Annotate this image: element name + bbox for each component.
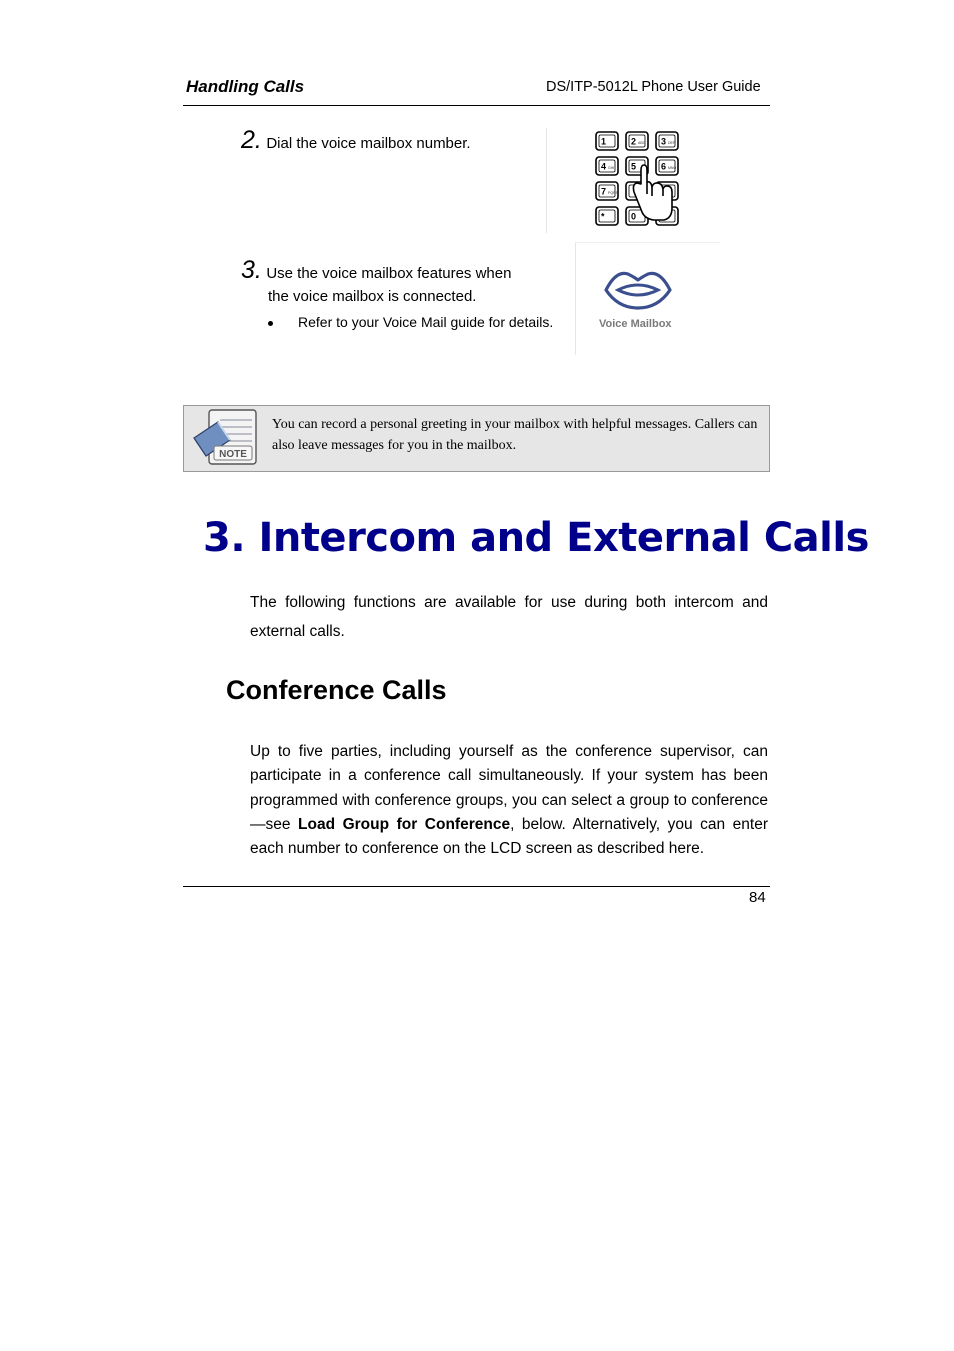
step-2-text: Dial the voice mailbox number.: [266, 135, 471, 152]
chapter-title: 3. Intercom and External Calls: [203, 515, 869, 561]
step-3-bullet: [268, 314, 553, 330]
step-2-divider: [546, 128, 547, 233]
step-3-number: 3.: [241, 256, 262, 284]
header-rule: [183, 105, 770, 106]
note-text: You can record a personal greeting in your mailbox with helpful messages. Callers can also leave messages for you in the mailbox.: [272, 417, 758, 453]
conference-paragraph-start: Up to five parties, including yourself as the conference supervisor, can participate in a conference call simultaneously. If your system has been programmed with conference groups, you can select a group to conference—see: [250, 743, 768, 833]
running-header-section: Handling Calls: [186, 77, 305, 96]
keypad-key: [596, 207, 618, 225]
keypad-key-digit: 4: [601, 161, 607, 172]
keypad-key-letters: DEF: [668, 141, 675, 145]
bullet-dot: [268, 321, 273, 326]
step-2-number: 2.: [241, 126, 262, 154]
step-3: [241, 258, 511, 286]
keypad-key: [596, 157, 618, 175]
keypad-key: [596, 182, 619, 200]
step-3-top-rule: [575, 242, 720, 243]
keypad-key-digit: 6: [661, 161, 667, 172]
keypad-key-digit: 3: [661, 136, 667, 147]
keypad-key-digit: 2: [631, 136, 637, 147]
keypad-key-letters: PQRS: [608, 191, 618, 195]
cross-reference-load-group: Load Group for Conference: [298, 815, 511, 833]
step-3-text-line-1: Use the voice mailbox features when: [266, 265, 512, 282]
keypad-key-digit: *: [601, 211, 605, 222]
intro-paragraph: The following functions are available for use during both intercom and external calls.: [250, 594, 768, 640]
step-3-bullet-text: Refer to your Voice Mail guide for details.: [298, 314, 554, 330]
conference-paragraph-end: , below. Alternatively, you can enter each number to conference on the LCD screen as described here.: [250, 815, 769, 858]
step-2: [241, 128, 471, 156]
keypad-key-letters: ABC: [638, 141, 646, 145]
conference-paragraph: [250, 740, 768, 861]
note-icon: [190, 408, 258, 466]
keypad-key-letters: MNO: [668, 166, 677, 170]
voice-mailbox-label: Voice Mailbox: [599, 318, 672, 330]
keypad-illustration: [592, 128, 684, 230]
step-3-divider: [575, 243, 576, 355]
keypad-key-digit: 7: [601, 186, 607, 197]
keypad-key-digit: 0: [631, 211, 637, 222]
keypad-key: [656, 132, 678, 150]
keypad-key-digit: 5: [631, 161, 637, 172]
step-3-text-line-2: the voice mailbox is connected.: [268, 288, 477, 305]
keypad-key: [626, 132, 648, 150]
keypad-key: [596, 132, 618, 150]
note-icon-label: NOTE: [219, 449, 247, 460]
page-number: 84: [749, 889, 766, 906]
footer-rule: [183, 886, 770, 887]
running-header-guide-title: DS/ITP-5012L Phone User Guide: [546, 79, 761, 95]
keypad-key-letters: GHI: [608, 166, 615, 170]
section-heading: Conference Calls: [226, 675, 447, 705]
lips-icon: [602, 268, 674, 312]
keypad-key: [656, 157, 678, 175]
keypad-key-digit: 1: [601, 136, 607, 147]
